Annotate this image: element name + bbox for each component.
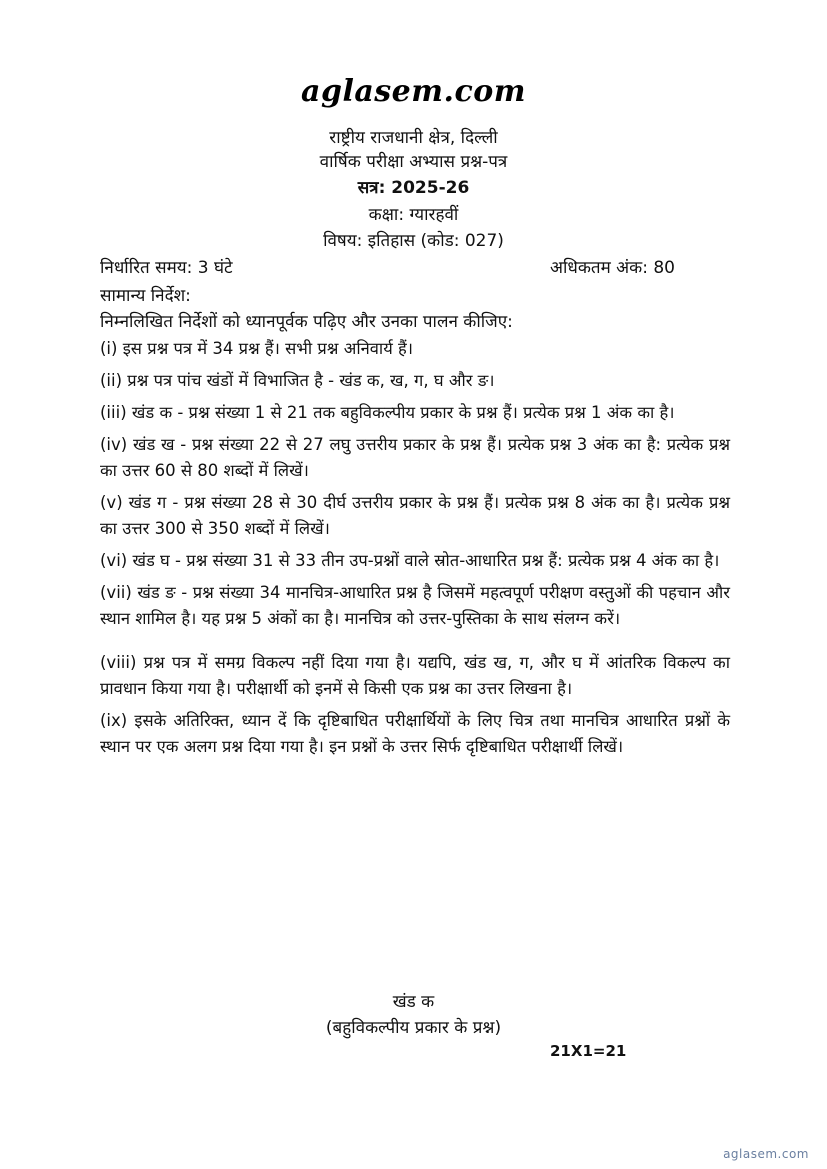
instruction-item: (vi) खंड घ - प्रश्न संख्या 31 से 33 तीन उप-प्रश्नों वाले स्रोत-आधारित प्रश्न हैं: प्रत्येक प्रश्न 4 अंक का है। [100, 551, 720, 570]
header-class: कक्षा: ग्यारहवीं [368, 205, 459, 225]
footer-watermark: aglasem.com [723, 1147, 809, 1161]
instruction-item: (viii) प्रश्न पत्र में समग्र विकल्प नहीं दिया गया है। यद्यपि, खंड ख, ग, और घ में आंतरिक विकल्प का प्रावधान किया गया है। परीक्षार्थी को इनमें से किसी एक प्रश्न का उत्तर लिखना है। [100, 653, 730, 698]
header-region: राष्ट्रीय राजधानी क्षेत्र, दिल्ली [329, 128, 498, 148]
instruction-item: (v) खंड ग - प्रश्न संख्या 28 से 30 दीर्घ उत्तरीय प्रकार के प्रश्न हैं। प्रत्येक प्रश्न 8 अंक का है। प्रत्येक प्रश्न का उत्तर 300 से 350 शब्दों में लिखें। [100, 493, 730, 538]
section-marks: 21X1=21 [550, 1042, 627, 1060]
max-marks: अधिकतम अंक: 80 [550, 258, 675, 278]
header-exam-title: वार्षिक परीक्षा अभ्यास प्रश्न-पत्र [319, 152, 508, 172]
instruction-item: (vii) खंड ङ - प्रश्न संख्या 34 मानचित्र-आधारित प्रश्न है जिसमें महत्वपूर्ण परीक्षण वस्तुओं की पहचान और स्थान शामिल है। यह प्रश्न 5 अंकों का है। मानचित्र को उत्तर-पुस्तिका के साथ संलग्न करें। [100, 583, 730, 628]
instruction-item: (iii) खंड क - प्रश्न संख्या 1 से 21 तक बहुविकल्पीय प्रकार के प्रश्न हैं। प्रत्येक प्रश्न 1 अंक का है। [100, 403, 675, 422]
instruction-item: (iv) खंड ख - प्रश्न संख्या 22 से 27 लघु उत्तरीय प्रकार के प्रश्न हैं। प्रत्येक प्रश्न 3 अंक का है: प्रत्येक प्रश्न का उत्तर 60 से 80 शब्दों में लिखें। [100, 435, 730, 480]
section-subtitle: (बहुविकल्पीय प्रकार के प्रश्न) [325, 1018, 502, 1038]
section-title: खंड क [392, 992, 435, 1012]
time-allowed: निर्धारित समय: 3 घंटे [100, 258, 233, 278]
header-subject: विषय: इतिहास (कोड: 027) [323, 231, 504, 251]
general-instructions-heading: सामान्य निर्देश: [100, 286, 191, 306]
site-logo: aglasem.com [301, 74, 526, 109]
meta-row [100, 256, 700, 280]
instruction-item: (ix) इसके अतिरिक्त, ध्यान दें कि दृष्टिबाधित परीक्षार्थियों के लिए चित्र तथा मानचित्र आधारित प्रश्नों के स्थान पर एक अलग प्रश्न दिया गया है। इन प्रश्नों के उत्तर सिर्फ दृष्टिबाधित परीक्षार्थी लिखें। [100, 711, 730, 756]
instruction-item: (i) इस प्रश्न पत्र में 34 प्रश्न हैं। सभी प्रश्न अनिवार्य हैं। [100, 339, 414, 358]
header-session: सत्र: 2025-26 [357, 178, 470, 198]
instructions-intro: निम्नलिखित निर्देशों को ध्यानपूर्वक पढ़िए और उनका पालन कीजिए: [100, 312, 513, 332]
instructions-list [100, 336, 730, 766]
instruction-item: (ii) प्रश्न पत्र पांच खंडों में विभाजित है - खंड क, ख, ग, घ और ङ। [100, 371, 495, 390]
